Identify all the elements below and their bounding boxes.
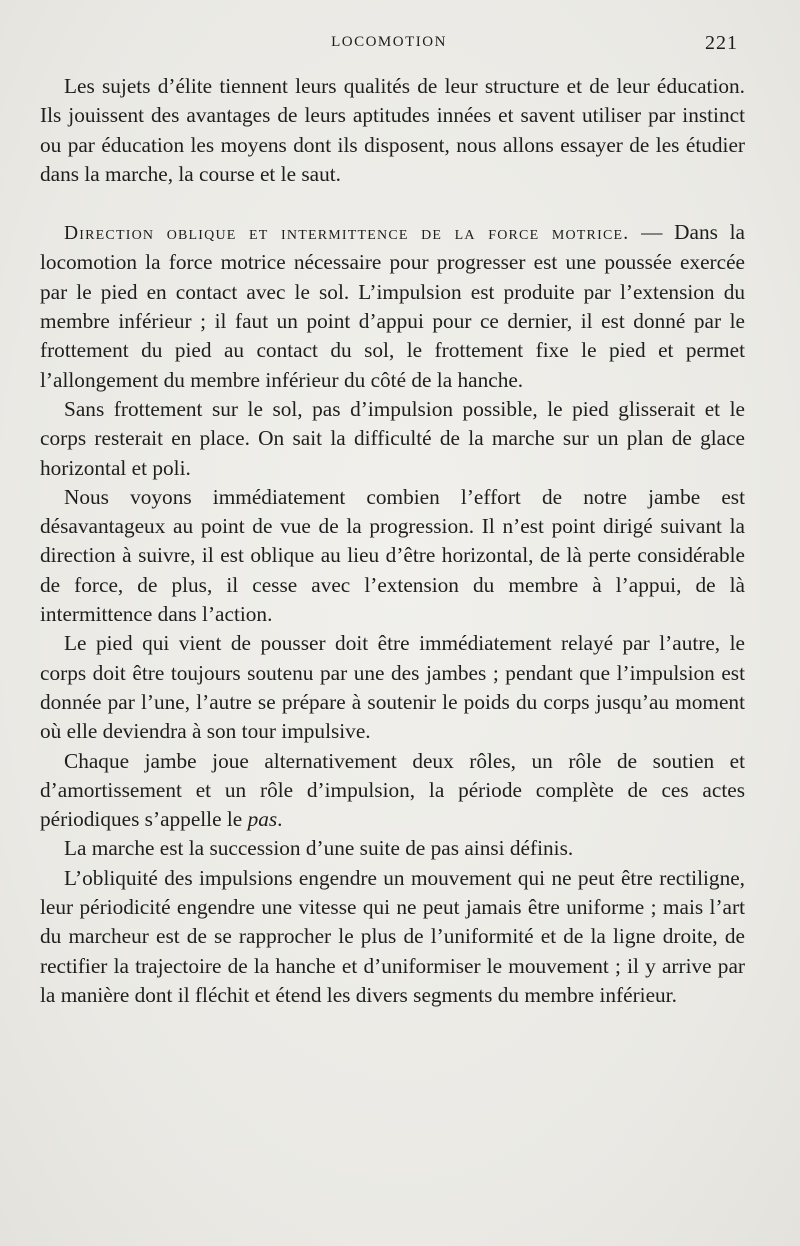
paragraph-6 (40, 747, 745, 835)
paragraph-4 (40, 483, 745, 629)
paragraph-3 (40, 395, 745, 483)
page-number: 221 (705, 32, 738, 54)
body-text (40, 72, 745, 1010)
paragraph-7-text: La marche est la succession d’une suite de pas ainsi définis. (64, 836, 574, 861)
running-head (40, 32, 738, 56)
paragraph-6-tail: . (277, 807, 283, 832)
section-heading-dash: — (629, 220, 675, 245)
paragraph-7 (40, 834, 745, 863)
paragraph-5 (40, 629, 745, 746)
paragraph-3-text: Sans frottement sur le sol, pas d’impulsion possible, le pied glisserait et le corps resterait en place. On sait la difficulté de la marche sur un plan de glace horizontal et poli. (40, 396, 745, 480)
paragraph-5-text: Le pied qui vient de pousser doit être immédiatement relayé par l’autre, le corps doit être toujours soutenu par une des jambes ; pendant que l’impulsion est donnée par l’une, l’autre se prépare à soutenir le poids du corps jusqu’au moment où elle deviendra à son tour impulsive. (40, 631, 745, 744)
paragraph-8 (40, 864, 745, 1010)
paragraph-6-text: Chaque jambe joue alternativement deux rôles, un rôle de soutien et d’amortissement et un rôle d’impulsion, la période complète de ces actes périodiques s’appelle le (40, 748, 745, 832)
running-title: LOCOMOTION (331, 34, 447, 50)
paragraph-1 (40, 72, 745, 189)
paragraph-8-text: L’obliquité des impulsions engendre un mouvement qui ne peut être rectiligne, leur périodicité engendre une vitesse qui ne peut jamais être uniforme ; mais l’art du marcheur est de se rapprocher le plus de l’uniformité et de la ligne droite, de rectifier la trajectoire de la hanche et d’uniformiser le mouvement ; il y arrive par la manière dont il fléchit et étend les divers segments du membre inférieur. (40, 865, 745, 1007)
paragraph-4-text: Nous voyons immédiatement combien l’effort de notre jambe est désavantageux au point de vue de la progression. Il n’est point dirigé suivant la direction à suivre, il est oblique au lieu d’être horizontal, de là perte considérable de force, de plus, il cesse avec l’extension du membre à l’appui, de là intermittence dans l’action. (40, 484, 745, 627)
paragraph-2-text: Dans la locomotion la force motrice nécessaire pour progresser est une poussée exercée par le pied en contact avec le sol. L’impulsion est produite par l’extension du membre inférieur ; il faut un point d’appui pour ce dernier, il est donné par le frottement du pied au contact du sol, le frottement fixe le pied et permet l’allongement du membre inférieur du côté de la hanche. (40, 220, 746, 392)
section-heading: Direction oblique et intermittence de la force motrice. (64, 223, 630, 245)
paragraph-1-text: Les sujets d’élite tiennent leurs qualités de leur structure et de leur éducation. Ils jouissent des avantages de leurs aptitudes innées et savent utiliser par instinct ou par éducation les moyens dont ils disposent, nous allons essayer de les étudier dans la marche, la course et le saut. (40, 74, 745, 186)
paragraph-2 (40, 218, 745, 395)
emphasis-pas: pas (247, 807, 278, 832)
